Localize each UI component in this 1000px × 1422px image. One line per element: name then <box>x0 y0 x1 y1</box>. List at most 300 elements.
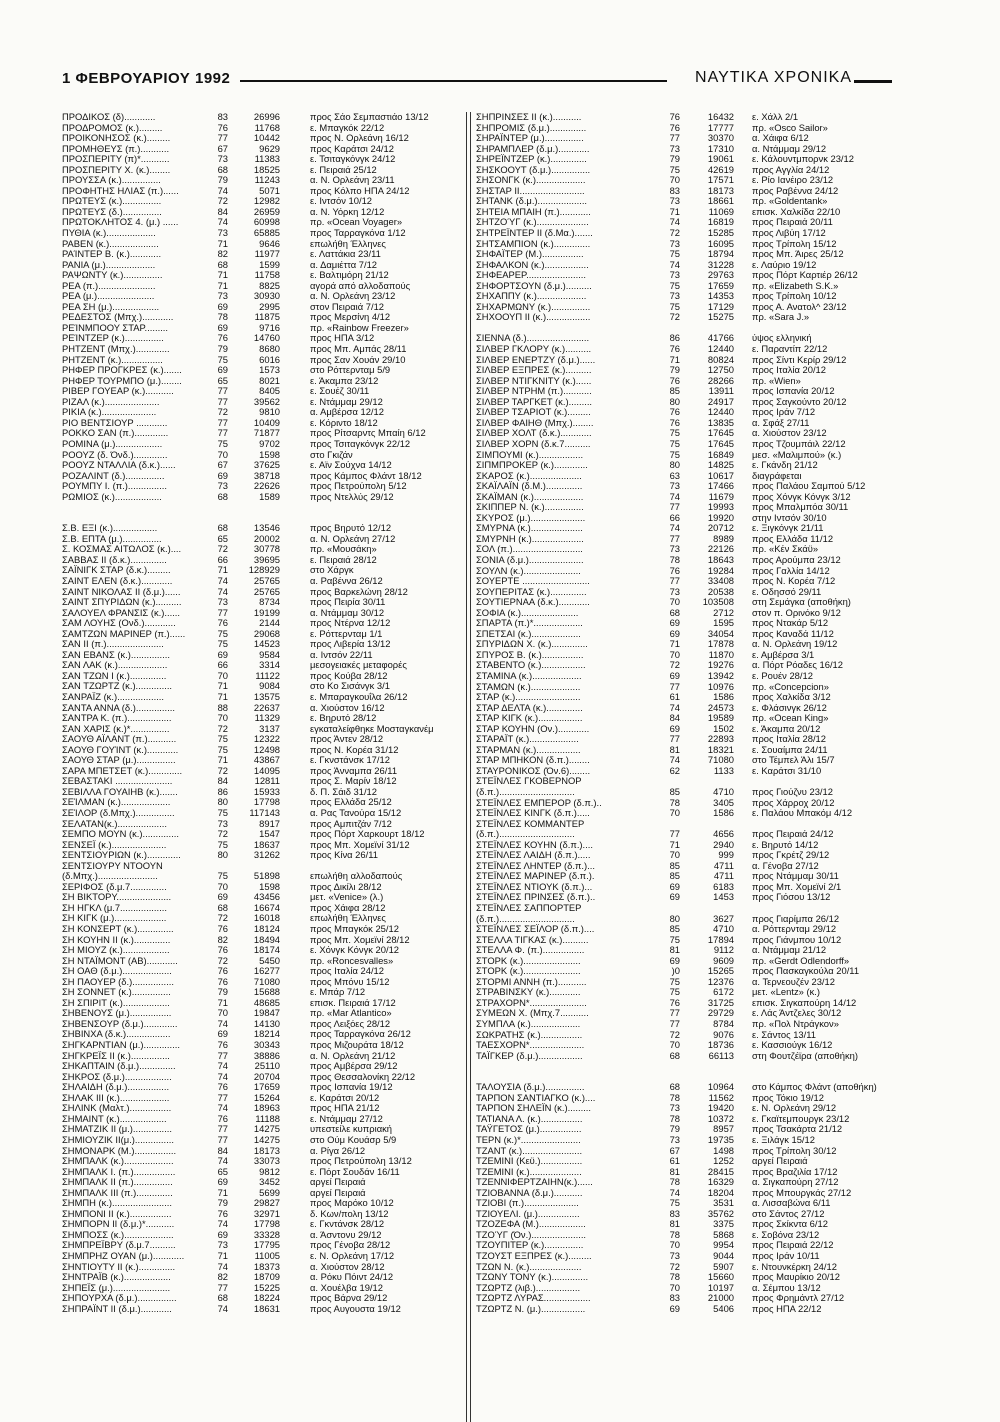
ship-name: ΣΙΛΒΕΡ ΤΑΡΓΚΕΤ (κ.)......... <box>476 396 593 407</box>
ship-row <box>476 745 906 756</box>
tonnage: 11562 <box>708 1091 734 1103</box>
ship-name: ΣΤΕΪΝΛΕΣ ΛΑΙΔΗ (δ.π.)..... <box>476 850 591 861</box>
ship-row <box>476 1230 906 1241</box>
build-year: 73 <box>217 817 228 829</box>
ship-name: ΡΕΑ (μ.)...................... <box>62 291 155 302</box>
ship-status: ε. Αϊν Σούχνα 14/12 <box>310 459 392 471</box>
ship-name: ΤΑΡΠΟΝ ΣΗΛΕΪΝ (κ.)......... <box>476 1103 592 1114</box>
build-year: 74 <box>217 216 228 228</box>
ship-status: ε. Άκαμπα 23/12 <box>310 374 379 386</box>
ship-name: ΣΗΒΙΝΧΑ (δ.κ.)................. <box>62 1029 171 1040</box>
ship-name: ΣΗΚΑΠΤΑΙΝ (δ.μ.).............. <box>62 1061 176 1072</box>
build-year: 77 <box>669 680 680 692</box>
ship-status: πρ. «Osco Sailor» <box>752 121 828 133</box>
ship-name: ΤΕΡΝ (κ.)*....................... <box>476 1134 581 1145</box>
tonnage: 25110 <box>254 1060 280 1072</box>
ship-row <box>476 555 906 566</box>
build-year: 74 <box>669 522 680 534</box>
tonnage: 30370 <box>707 132 734 144</box>
build-year: 84 <box>217 1144 228 1156</box>
tonnage: 3314 <box>259 659 280 671</box>
ship-name: ΣΤΟΡΜΙ ΑΝΝΗ (π.)........... <box>476 976 587 987</box>
ship-row <box>476 397 906 408</box>
ship-status: προς Ντέρνα 12/12 <box>310 617 391 629</box>
ship-name: ΣΗΒΕΝΣΟΥΡ (δ.μ.)............. <box>62 1018 178 1029</box>
ship-name: ΣΗ ΚΟΝΣΕΡΤ (κ.).............. <box>62 924 174 935</box>
build-year: 77 <box>217 1091 228 1103</box>
build-year: 84 <box>217 205 228 217</box>
build-year: 68 <box>669 606 680 618</box>
ship-status: προς Γαλλία 14/12 <box>752 564 830 576</box>
tonnage: 18174 <box>253 944 280 956</box>
ship-name: ΣΑΙΝΤ ΝΙΚΟΛΑΣ ΙΙ (δ.μ.)...... <box>62 586 181 597</box>
ship-status: προς ΗΠΑ 21/12 <box>310 1102 380 1114</box>
ship-name: ΡΟΚΚΟ ΣΑΝ (π.)............. <box>62 428 169 439</box>
tonnage: 26959 <box>253 205 280 217</box>
build-year: 77 <box>217 385 228 397</box>
ship-row <box>476 882 906 893</box>
build-year: 75 <box>669 248 680 260</box>
tonnage: 4710 <box>713 786 734 797</box>
ship-name: ΣΑΝ ΧΑΡΙΣ (κ.)*............... <box>62 723 170 734</box>
ship-status: πρ. «Μουσάκη» <box>310 543 377 555</box>
ship-name: ΣΙΛΒΕΡ ΧΟΡΝ (δ.κ.7.......... <box>476 438 591 449</box>
ship-status: ε. Ντουνκέρκη 24/12 <box>752 1260 837 1272</box>
tonnage: 1598 <box>259 880 280 892</box>
ship-row <box>476 270 906 281</box>
tonnage: 9702 <box>259 437 280 449</box>
ship-name: ΣΠΑΡΤΑ (π.)*................... <box>476 618 583 629</box>
ship-name: ΡΙΟ ΒΕΝΤΣΙΟΥΡ ............ <box>62 417 168 428</box>
ship-status: α. Ν. Ορλεάνη 19/12 <box>752 638 838 650</box>
ship-status: προς Μπουργκάς 27/12 <box>752 1186 852 1198</box>
ship-status: α. Ν. Υόρκη 12/12 <box>310 205 385 217</box>
ship-name: ΣΗΤΡΕΪΝΤΕΡ ΙΙ (δ.Μα.)....... <box>476 228 593 239</box>
ship-name: ΣΗΦΟΡΤΣΟΥΝ (δ.μ.).......... <box>476 280 592 291</box>
tonnage: 16329 <box>707 1176 734 1188</box>
ship-status: προς Ντελλύς 29/12 <box>310 490 394 502</box>
ship-name: ΣΗ ΚΙΓΚ (μ.).................... <box>62 913 167 924</box>
ship-status: πρ. «Roncesvalles» <box>310 954 394 966</box>
ship-row <box>476 724 906 735</box>
ship-row <box>476 998 906 1009</box>
ship-name: ΣΥΜΕΩΝ Χ. (Μπχ.7........... <box>476 1008 589 1019</box>
tonnage: 31725 <box>707 996 734 1008</box>
ship-name: ΡΑΒΕΝ (κ.)................... <box>62 238 159 249</box>
ship-row <box>476 175 906 186</box>
ship-name: ΠΡΩΤΕΥΣ (κ.)............... <box>62 196 162 207</box>
build-year: 70 <box>669 807 680 819</box>
ship-name: ΡΟΟΥΖ (δ. Όνδ.)............. <box>62 449 168 460</box>
ship-row <box>476 207 906 218</box>
build-year: 76 <box>669 564 680 576</box>
build-year: 73 <box>669 585 680 597</box>
build-year: 74 <box>217 574 228 586</box>
ship-name: Σ. ΚΟΣΜΑΣ ΑΙΤΩΛΟΣ (κ.).... <box>62 544 182 555</box>
build-year: 70 <box>669 596 680 608</box>
ship-name: ΣΗΜΠΗ (κ.)....................... <box>62 1198 172 1209</box>
issue-date: 1 ΦΕΒΡΟΥΑΡΙΟΥ 1992 <box>62 70 231 87</box>
ship-name: ΣΑΝ ΤΖΩΝ Ι (κ.).............. <box>62 670 167 681</box>
ship-status: προς Α. Ανατολ^ 23/12 <box>752 300 847 312</box>
ship-name: ΡΙΚΙΑ (κ.)..................... <box>62 407 157 418</box>
ship-name: ΣΤΡΑΧΟΡΝ*...................... <box>476 997 587 1008</box>
ship-status: α. Ν. Ορλεάνη 21/12 <box>310 1049 396 1061</box>
ship-name: ΠΡΟΥΣΣΑ (κ.)............... <box>62 175 161 186</box>
build-year: 69 <box>217 321 228 333</box>
build-year: 85 <box>669 870 680 882</box>
ship-name: ΡΩΜΙΟΣ (κ.).................. <box>62 491 162 502</box>
tonnage: 71080 <box>707 754 734 766</box>
tonnage: 17659 <box>707 279 734 291</box>
build-year: 71 <box>669 838 680 850</box>
ship-row <box>476 914 906 925</box>
ship-status: εγκαταλείφθηκε Μοσταγκανέμ <box>310 722 434 734</box>
ship-status: ε. Ν. Ορλεάνη 29/12 <box>752 1102 837 1114</box>
ship-row <box>476 829 906 840</box>
build-year: 71 <box>217 1249 228 1261</box>
ship-name: ΠΡΟΣΠΕΡΙΤΥ Χ. (κ.)........ <box>62 164 171 175</box>
build-year: 81 <box>669 1218 680 1230</box>
tonnage: 9076 <box>713 1028 734 1040</box>
tonnage: 17894 <box>707 933 734 945</box>
tonnage: 14825 <box>707 459 734 471</box>
tonnage: 18173 <box>253 1144 280 1156</box>
build-year: 72 <box>669 1028 680 1040</box>
ship-row <box>476 766 906 777</box>
block-gap <box>62 502 462 523</box>
build-year: 82 <box>217 248 228 260</box>
ship-status: προς Ιράν 10/11 <box>752 1249 820 1261</box>
ship-status: ε. Κασσιούγκ 16/12 <box>752 1039 833 1051</box>
tonnage: 80824 <box>707 353 734 365</box>
tonnage: 12750 <box>707 364 734 376</box>
build-year: 72 <box>217 722 228 734</box>
ship-status: ε. Ρουέν 28/12 <box>752 669 813 681</box>
ship-status: προς Αυγουστα 19/12 <box>310 1302 401 1314</box>
ship-status: προς Μπ. Χομεϊνί 31/12 <box>310 838 410 850</box>
tonnage: 17777 <box>707 121 734 133</box>
ship-name: ΣΗΠΕΪΣ (μ.)...................... <box>62 1282 171 1293</box>
ship-status: στον π. Ορινόκο 9/12 <box>752 606 841 618</box>
build-year: 61 <box>669 691 680 703</box>
ship-name: ΣΑΪΝΙΓΚ ΣΤΑΡ (δ.κ.)......... <box>62 565 171 576</box>
tonnage: 3375 <box>713 1218 734 1230</box>
ship-status: ε. Σουέζ 30/11 <box>310 385 370 397</box>
tonnage: 4711 <box>713 870 734 882</box>
build-year: 67 <box>669 1144 680 1156</box>
build-year: 74 <box>669 1186 680 1198</box>
ship-status: προς Κάμπος Φλάντ 18/12 <box>310 469 422 481</box>
ship-name: ΤΑΫΓΕΤΟΣ (μ.)................ <box>476 1124 582 1135</box>
ship-name: ΤΖΕΝΝΙΦΕΡΤΖΑΙΗΝ(κ.)...... <box>476 1177 593 1188</box>
ship-name: ΣΗΤΕΙΑ ΜΠΑΙΗ (π.)............ <box>476 206 591 217</box>
ship-name: ΣΠΕΤΣΑΙ (κ.)................... <box>476 628 581 639</box>
tonnage: 25765 <box>253 585 280 597</box>
tonnage: 1595 <box>713 617 734 629</box>
tonnage: 19993 <box>707 501 734 513</box>
build-year: 73 <box>217 227 228 239</box>
ship-name: ΣΗ ΗΓΚΛ (μ.7.................. <box>62 902 167 913</box>
ship-name: ΣΗΒΕΝΟΥΣ (μ.)................ <box>62 1008 172 1019</box>
ship-status: επισκ. Πειραιά 17/12 <box>310 996 396 1008</box>
ship-status: α. Άσντονυ 29/12 <box>310 1228 382 1240</box>
ship-row <box>476 133 906 144</box>
build-year: 75 <box>669 300 680 312</box>
tonnage: 20538 <box>707 585 734 597</box>
build-year: 79 <box>217 986 228 998</box>
ship-name: ΠΡΟΙΚΟΝΗΣΟΣ (κ.)......... <box>62 133 171 144</box>
ship-status: προς Πειρία 30/11 <box>310 596 386 608</box>
tonnage: 4711 <box>713 859 734 871</box>
ship-status: α. Δαμιέττα 7/12 <box>310 258 378 270</box>
ship-row <box>476 460 906 471</box>
ship-status: προς Ιταλία 20/12 <box>752 364 826 376</box>
build-year: 73 <box>217 596 228 608</box>
tonnage: 11069 <box>708 205 734 217</box>
tonnage: 9812 <box>259 1165 280 1177</box>
build-year: 77 <box>217 427 228 439</box>
build-year: 77 <box>217 395 228 407</box>
build-year: 74 <box>217 1260 228 1272</box>
build-year: 69 <box>217 300 228 312</box>
build-year: 69 <box>669 880 680 892</box>
ship-name: ΣΤΑΡ ΚΟΥΗΝ (Ον.)............ <box>476 723 590 734</box>
ship-row <box>476 1051 906 1062</box>
ship-row <box>476 513 906 524</box>
tonnage: 5699 <box>259 1186 280 1198</box>
ship-name: ΣΗΜΑΤΖΙΚ ΙΙ (μ.)............... <box>62 1124 172 1135</box>
build-year: 81 <box>669 944 680 956</box>
ship-status: προς Ντακάρ 5/12 <box>752 617 829 629</box>
ship-name: ΤΖΟΎΓ (Όν.)..................... <box>476 1229 587 1240</box>
ship-status: στο Κο Σισάνγκ 3/1 <box>310 680 390 692</box>
build-year: 83 <box>669 1292 680 1304</box>
ship-status: διαγράφεται <box>752 469 802 481</box>
ship-name: ΤΖΟΖΕΦΑ (Μ.).................. <box>476 1219 586 1230</box>
tonnage: 17659 <box>253 1081 280 1093</box>
ship-status: επωλήθη αλλοδαπούς <box>310 870 403 882</box>
ship-name: ΣΗ ΚΟΥΗΝ ΙΙ (κ.).............. <box>62 934 171 945</box>
build-year: 77 <box>669 132 680 144</box>
ship-name: ΣΑΝΤΑ ΑΝΝΑ (δ.)............... <box>62 702 175 713</box>
ship-name: ΣΕΒΑΣΤΑΚΙ ...................... <box>62 776 173 787</box>
ship-row <box>476 819 906 830</box>
build-year: 69 <box>217 1176 228 1188</box>
ship-name: ΣΠΥΡΙΔΩΝ Χ. (κ.).............. <box>476 639 588 650</box>
ship-row <box>476 618 906 629</box>
build-year: 85 <box>669 923 680 935</box>
ship-name: ΠΡΟΦΗΤΗΣ ΗΛΙΑΣ (π.)...... <box>62 185 179 196</box>
ship-status: ε. Ντάμμαμ 29/12 <box>310 395 383 407</box>
build-year: 75 <box>669 437 680 449</box>
ship-row <box>476 935 906 946</box>
ship-status: προς ΗΠΑ 22/12 <box>752 1302 822 1314</box>
build-year: 76 <box>669 343 680 355</box>
tonnage: 17571 <box>707 174 734 186</box>
tonnage: 19061 <box>707 153 734 165</box>
ship-status: α. Ρόττερνταμ 29/12 <box>752 923 837 935</box>
build-year: 73 <box>669 142 680 154</box>
ship-row <box>476 966 906 977</box>
ship-status: προς Ισπανία 19/12 <box>310 1081 393 1093</box>
build-year: 63 <box>669 469 680 481</box>
tonnage: 20704 <box>253 1070 280 1082</box>
ship-status: α. Αμβέρσα 12/12 <box>310 406 384 418</box>
tonnage: 8957 <box>713 1123 734 1135</box>
tonnage: 30930 <box>253 290 280 302</box>
ship-name: ΡΕΑ (π.)...................... <box>62 280 156 291</box>
ship-status: προς Ραβέννα 24/12 <box>752 184 839 196</box>
ship-name: ΣΤΕΪΝΛΕΣ ΜΑΡΙΝΕΡ (δ.π.). <box>476 871 595 882</box>
tonnage: 2144 <box>259 617 280 629</box>
ship-status: α. Χιούστον 28/12 <box>310 1260 385 1272</box>
ship-status: προς Κούβα 28/12 <box>310 669 388 681</box>
tonnage: 18321 <box>707 743 734 755</box>
ship-status: προς Γιαρίμπα 26/12 <box>752 912 840 924</box>
ship-status: προς Αρούμπα 23/12 <box>752 553 841 565</box>
ship-row <box>476 1188 906 1199</box>
ship-row <box>476 861 906 872</box>
ship-status: προς Αμβέρσα 29/12 <box>310 1060 398 1072</box>
ship-status: πρ. «Ocean Voyager» <box>310 216 403 228</box>
ship-name: ΣΚΑΪΛΑΪΝ (δ.Μ.).............. <box>476 481 583 492</box>
build-year: 78 <box>669 796 680 808</box>
build-year: 74 <box>669 490 680 502</box>
ship-name: ΤΖΙΟΒΑΝΝΑ (δ.μ.)........... <box>476 1187 583 1198</box>
ship-status: πρ. «Ocean King» <box>752 712 829 724</box>
build-year: 69 <box>217 891 228 903</box>
build-year: 76 <box>669 111 680 122</box>
build-year: 77 <box>217 1123 228 1135</box>
ship-list-s <box>62 523 462 1314</box>
tonnage: 18204 <box>707 1186 734 1198</box>
ship-name: ΣΗΛΑΚ ΙΙΙ (κ.)................... <box>62 1092 170 1103</box>
build-year: 68 <box>669 1081 680 1093</box>
ship-status: προς Βαρκελώνη 28/12 <box>310 585 408 597</box>
tonnage: 20712 <box>707 522 734 534</box>
ship-status: πρ. «Κέν Σκάϋ» <box>752 543 819 555</box>
ship-status: ε. Ξιλάγκ 15/12 <box>752 1133 815 1145</box>
build-year: 72 <box>669 311 680 323</box>
ship-row <box>476 924 906 935</box>
ship-name: ΣΕΡΙΦΟΣ (δ.μ.7.............. <box>62 881 167 892</box>
ship-status: προς Ελλάδα 11/12 <box>752 532 834 544</box>
build-year: 75 <box>669 933 680 945</box>
ship-name: ΣΕΝΤΣΙΟΥΡΥ ΝΤΟΟΥΝ <box>62 860 163 871</box>
tonnage: 12376 <box>707 975 734 987</box>
build-year: 73 <box>669 1133 680 1145</box>
tonnage: 17645 <box>707 427 734 439</box>
ship-row <box>62 460 462 471</box>
ship-row <box>476 165 906 176</box>
ship-name: ΤΖΩΡΤΖ Ν. (μ.)................. <box>476 1303 586 1314</box>
ship-name: ΣΕΊΛΜΑΝ (κ.)................... <box>62 797 171 808</box>
build-year: 76 <box>217 975 228 987</box>
ship-status: πρ. «Πολ Ντράγκον» <box>752 1018 839 1030</box>
column-divider-secondary <box>470 112 471 1422</box>
ship-name: ΣΚΑΪΜΑΝ (κ.)................... <box>476 491 584 502</box>
build-year: 73 <box>217 1239 228 1251</box>
build-year: 75 <box>669 279 680 291</box>
tonnage: 15225 <box>253 1281 280 1293</box>
ship-status: προς Λειξόες 28/12 <box>310 1017 391 1029</box>
build-year: 79 <box>669 1123 680 1135</box>
build-year: 69 <box>669 617 680 629</box>
ship-status: προς Ισπανία 20/12 <box>752 385 835 397</box>
ship-name: (δ.π.)............................. <box>476 787 575 797</box>
build-year: 83 <box>669 1207 680 1219</box>
ship-status: ε. Χάλλ 2/1 <box>752 111 799 122</box>
ship-name: ΣΤΟΡΚ (κ.)...................... <box>476 955 581 966</box>
ship-status: ε. Λαύριο 19/12 <box>752 258 817 270</box>
ship-name: ΡΙΖΑΛ (κ.)..................... <box>62 396 160 407</box>
ship-name: ΣΗΡΑΜΠΛΕΡ (δ.μ.)............ <box>476 143 590 154</box>
ship-status: προς Σαν Χουάν 29/10 <box>310 353 406 365</box>
left-column <box>62 112 462 1314</box>
build-year: 78 <box>669 1112 680 1124</box>
build-year: 75 <box>217 733 228 745</box>
ship-row <box>476 892 906 903</box>
ship-name: ΣΤΕΪΝΛΕΣ ΣΑΠΠΟΡΤΕΡ <box>476 903 582 914</box>
ship-status: α. Λισσαβώνα 6/11 <box>752 1197 831 1209</box>
tonnage: 6016 <box>259 353 280 365</box>
ship-status: ε. Ιντσόν 10/12 <box>310 195 373 207</box>
ship-name: ΣΤΟΡΚ (κ.)...................... <box>476 966 581 977</box>
ship-name: ΣΙΛΒΕΡ ΝΤΡΗΜ (π.)........... <box>476 386 592 397</box>
ship-status: α. Ν. Ορλεάνη 23/12 <box>310 290 396 302</box>
ship-row <box>476 355 906 366</box>
tonnage: 43867 <box>253 754 280 766</box>
tonnage: 12440 <box>707 343 734 355</box>
ship-name: ΣΥΜΠΛΑ (κ.)................... <box>476 1019 581 1030</box>
ship-status: ε. Γκντάνσκ 28/12 <box>310 1218 385 1230</box>
build-year: 68 <box>217 490 228 502</box>
build-year: 67 <box>217 142 228 154</box>
ship-row <box>62 228 462 239</box>
ship-name: ΣΗΛΙΝΚ (Μαλτ.)................ <box>62 1103 172 1114</box>
ship-status: στον Πειραιά 7/12 <box>310 300 385 312</box>
ship-name: ΣΑΟΥΘ ΣΤΑΡ (μ.)............... <box>62 755 176 766</box>
build-year: 82 <box>217 933 228 945</box>
ship-row <box>476 450 906 461</box>
tonnage: 19284 <box>707 564 734 576</box>
ship-status: ε. Καράτσι 31/10 <box>752 764 822 776</box>
ship-status: ε. Πειραιά 28/12 <box>310 553 377 565</box>
tonnage: 15933 <box>253 785 280 797</box>
ship-name: ΣΙΛΒΕΡ ΓΚΛΟΡΥ (κ.).......... <box>476 344 592 355</box>
ship-name: ΣΟΝΙΑ (δ.μ.)..................... <box>476 554 584 565</box>
ship-name: ΤΖΩΡΤΖ ΛΥΡΑΣ.................. <box>476 1293 591 1304</box>
build-year: 79 <box>217 174 228 186</box>
ship-row <box>476 682 906 693</box>
ship-name: ΤΖΩΝ Ν. (κ.).................... <box>476 1261 582 1272</box>
build-year: 75 <box>217 437 228 449</box>
ship-row <box>476 1019 906 1030</box>
ship-row <box>62 850 462 861</box>
ship-status: στο Χάργκ <box>310 564 354 576</box>
build-year: 66 <box>669 511 680 523</box>
ship-name: ΤΑΤΙΑΝΑ Λ. (κ.)................ <box>476 1113 583 1124</box>
ship-status: προς Καναδά 11/12 <box>752 627 834 639</box>
build-year: 76 <box>669 121 680 133</box>
ship-name: ΡΟΟΥΖ ΝΤΑΛΛΙΑ (δ.κ.)...... <box>62 460 176 471</box>
tonnage: 11005 <box>254 1249 280 1261</box>
ship-status: ε. Ρίο Ιανέιρο 23/12 <box>752 174 834 186</box>
tonnage: 19735 <box>707 1133 734 1145</box>
tonnage: 1133 <box>713 764 734 776</box>
header-rule <box>240 80 667 82</box>
